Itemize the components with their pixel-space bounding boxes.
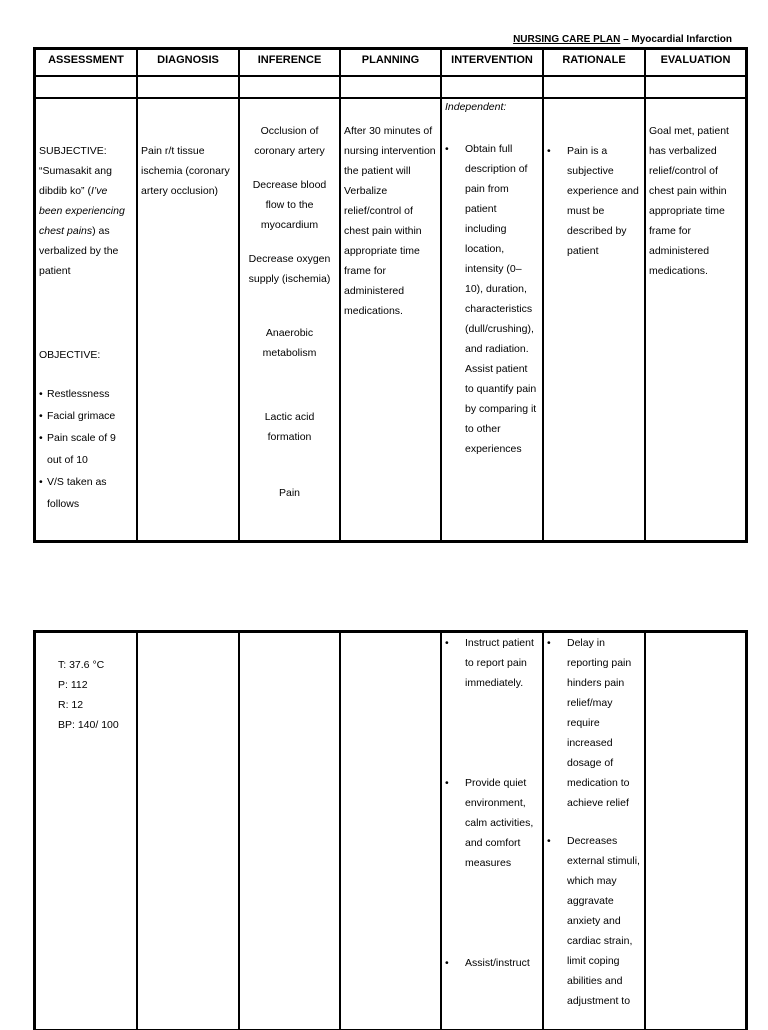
diagnosis-cell bbox=[137, 98, 239, 541]
vital-respiration: R: 12 bbox=[58, 699, 84, 711]
evaluation-text: Goal met, patient has verbalized relief/control of chest pain within appropriate time frame for administered medications. bbox=[649, 125, 729, 277]
care-plan-table-page-2 bbox=[33, 630, 748, 1030]
vitals-cell bbox=[35, 632, 137, 1030]
inference-cell bbox=[239, 98, 340, 541]
list-item: • Facial grimace bbox=[39, 405, 133, 427]
col-header-evaluation: EVALUATION bbox=[645, 49, 746, 77]
empty-cell bbox=[137, 632, 239, 1030]
planning-cell bbox=[340, 98, 441, 541]
inference-step: Decrease oxygen supply (ischemia) bbox=[248, 253, 331, 285]
subjective-text: “Sumasakit ang dibdib ko” (I’ve been experiencing chest pains) as verbalized by the patient bbox=[39, 165, 125, 277]
list-item: • Decreases external stimuli, which may aggravate anxiety and cardiac strain, limit coping abilities and adjustment to bbox=[547, 831, 641, 1011]
inference-step: Anaerobic metabolism bbox=[262, 327, 317, 359]
subjective-quote: “Sumasakit ang dibdib ko” bbox=[39, 165, 112, 197]
vital-blood-pressure: BP: 140/ 100 bbox=[58, 719, 119, 731]
col-header-rationale: RATIONALE bbox=[543, 49, 645, 77]
list-item: • V/S taken as follows bbox=[39, 471, 133, 515]
list-item: • Pain scale of 9 out of 10 bbox=[39, 427, 133, 471]
list-item: • Restlessness bbox=[39, 383, 133, 405]
vital-temperature: T: 37.6 °C bbox=[58, 659, 105, 671]
list-item: • Delay in reporting pain hinders pain relief/may require increased dosage of medication to achieve relief bbox=[547, 633, 641, 813]
intervention-cell bbox=[441, 632, 543, 1030]
assessment-cell bbox=[35, 98, 137, 541]
inference-step: Pain bbox=[278, 487, 300, 499]
diagnosis-text: Pain r/t tissue ischemia (coronary artery occlusion) bbox=[141, 145, 230, 197]
subjective-tail: ) as verbalized by the patient bbox=[39, 225, 119, 277]
inference-step: Lactic acid formation bbox=[264, 411, 315, 443]
col-header-assessment: ASSESSMENT bbox=[35, 49, 137, 77]
header-row bbox=[35, 49, 746, 77]
col-header-planning: PLANNING bbox=[340, 49, 441, 77]
empty-cell bbox=[239, 632, 340, 1030]
vital-pulse: P: 112 bbox=[58, 679, 88, 691]
planning-text: After 30 minutes of nursing intervention the patient will Verbalize relief/control of chest pain within appropriate time frame for administered medications. bbox=[344, 125, 436, 317]
intervention-cell bbox=[441, 98, 543, 541]
title-underlined: NURSING CARE PLAN bbox=[513, 34, 621, 45]
subjective-translation: I’ve been experiencing chest pains bbox=[39, 185, 125, 237]
col-header-intervention: INTERVENTION bbox=[441, 49, 543, 77]
title-rest: – Myocardial Infarction bbox=[620, 34, 732, 45]
intervention-list bbox=[445, 633, 539, 973]
subjective-label: SUBJECTIVE: bbox=[39, 145, 107, 157]
list-item: • Pain is a subjective experience and must be described by patient bbox=[547, 141, 641, 261]
col-header-inference: INFERENCE bbox=[239, 49, 340, 77]
document-title bbox=[513, 34, 732, 46]
spacer-row bbox=[35, 77, 746, 98]
rationale-list bbox=[547, 141, 641, 261]
empty-cell bbox=[645, 632, 746, 1030]
rationale-cell bbox=[543, 632, 645, 1030]
objective-list bbox=[39, 383, 133, 515]
list-item: • Provide quiet environment, calm activities, and comfort measures bbox=[445, 773, 539, 873]
care-plan-table-page-1 bbox=[33, 47, 748, 543]
content-row bbox=[35, 98, 746, 541]
intervention-list bbox=[445, 139, 539, 459]
list-item: • Assist/instruct bbox=[445, 953, 539, 973]
intervention-heading: Independent: bbox=[445, 101, 507, 113]
list-item: • Obtain full description of pain from patient including location, intensity (0–10), duration, characteristics (dull/crushing), and radiation. Assist patient to quantify pain by comparing it to other experiences bbox=[445, 139, 539, 459]
list-item: • Instruct patient to report pain immediately. bbox=[445, 633, 539, 693]
inference-step: Occlusion of coronary artery bbox=[254, 125, 325, 157]
evaluation-cell bbox=[645, 98, 746, 541]
inference-step: Decrease blood flow to the myocardium bbox=[252, 179, 327, 231]
rationale-cell bbox=[543, 98, 645, 541]
rationale-list bbox=[547, 633, 641, 1011]
empty-cell bbox=[340, 632, 441, 1030]
col-header-diagnosis: DIAGNOSIS bbox=[137, 49, 239, 77]
content-row bbox=[35, 632, 746, 1030]
objective-label: OBJECTIVE: bbox=[39, 349, 101, 361]
